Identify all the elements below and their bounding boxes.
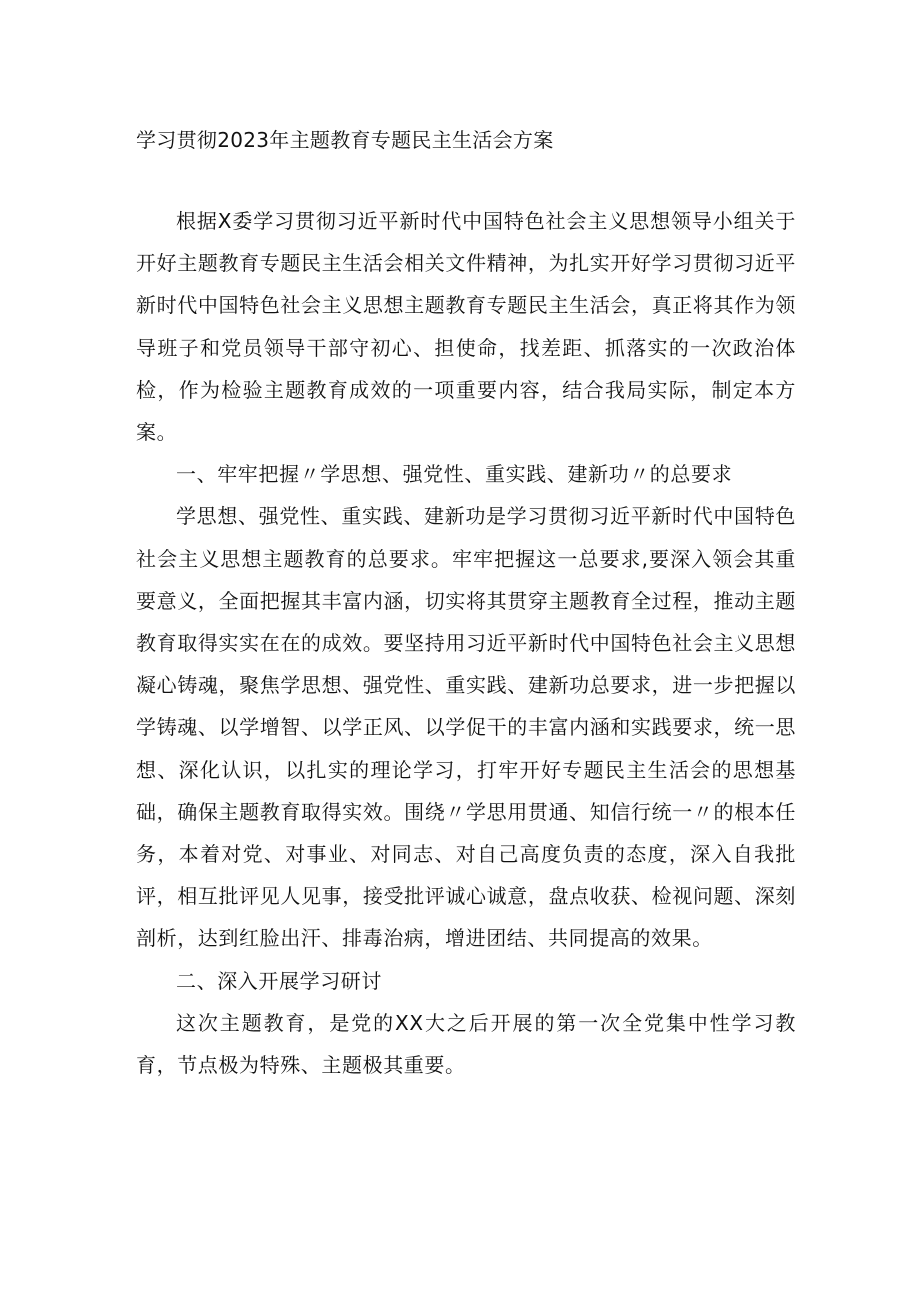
section-2-heading: 二、深入开展学习研讨 <box>176 968 382 993</box>
document-body <box>136 200 796 1086</box>
section-1-paragraph: 学思想、强党性、重实践、建新功是学习贯彻习近平新时代中国特色社会主义思想主题教育的总要求。牢牢把握这一总要求,要深入领会其重要意义，全面把握其丰富内涵，切实将其贯穿主题教育全过程，推动主题教育取得实实在在的成效。要坚持用习近平新时代中国特色社会主义思想凝心铸魂，聚焦学思想、强党性、重实践、建新功总要求，进一步把握以学铸魂、以学增智、以学正风、以学促干的丰富内涵和实践要求，统一思想、深化认识，以扎实的理论学习，打牢开好专题民主生活会的思想基础，确保主题教育取得实效。围绕〃学思用贯通、知信行统一〃的根本任务，本着对党、对事业、对同志、对自己高度负责的态度，深入自我批评，相互批评见人见事，接受批评诚心诚意，盘点收获、检视问题、深刻剖析，达到红脸出汗、排毒治病，增进团结、共同提高的效果。 <box>136 504 796 951</box>
document-title: 学习贯彻2023年主题教育专题民主生活会方案 <box>136 128 554 152</box>
section-1-heading: 一、牢牢把握〃学思想、强党性、重实践、建新功〃的总要求 <box>176 462 733 487</box>
intro-paragraph: 根据X委学习贯彻习近平新时代中国特色社会主义思想领导小组关于开好主题教育专题民主生活会相关文件精神，为扎实开好学习贯彻习近平新时代中国特色社会主义思想主题教育专题民主生活会，真正将其作为领导班子和党员领导干部守初心、担使命，找差距、抓落实的一次政治体检，作为检验主题教育成效的一项重要内容，结合我局实际，制定本方案。 <box>136 209 796 445</box>
section-2-paragraph: 这次主题教育，是党的XX大之后开展的第一次全党集中性学习教育，节点极为特殊、主题极其重要。 <box>136 1010 796 1078</box>
